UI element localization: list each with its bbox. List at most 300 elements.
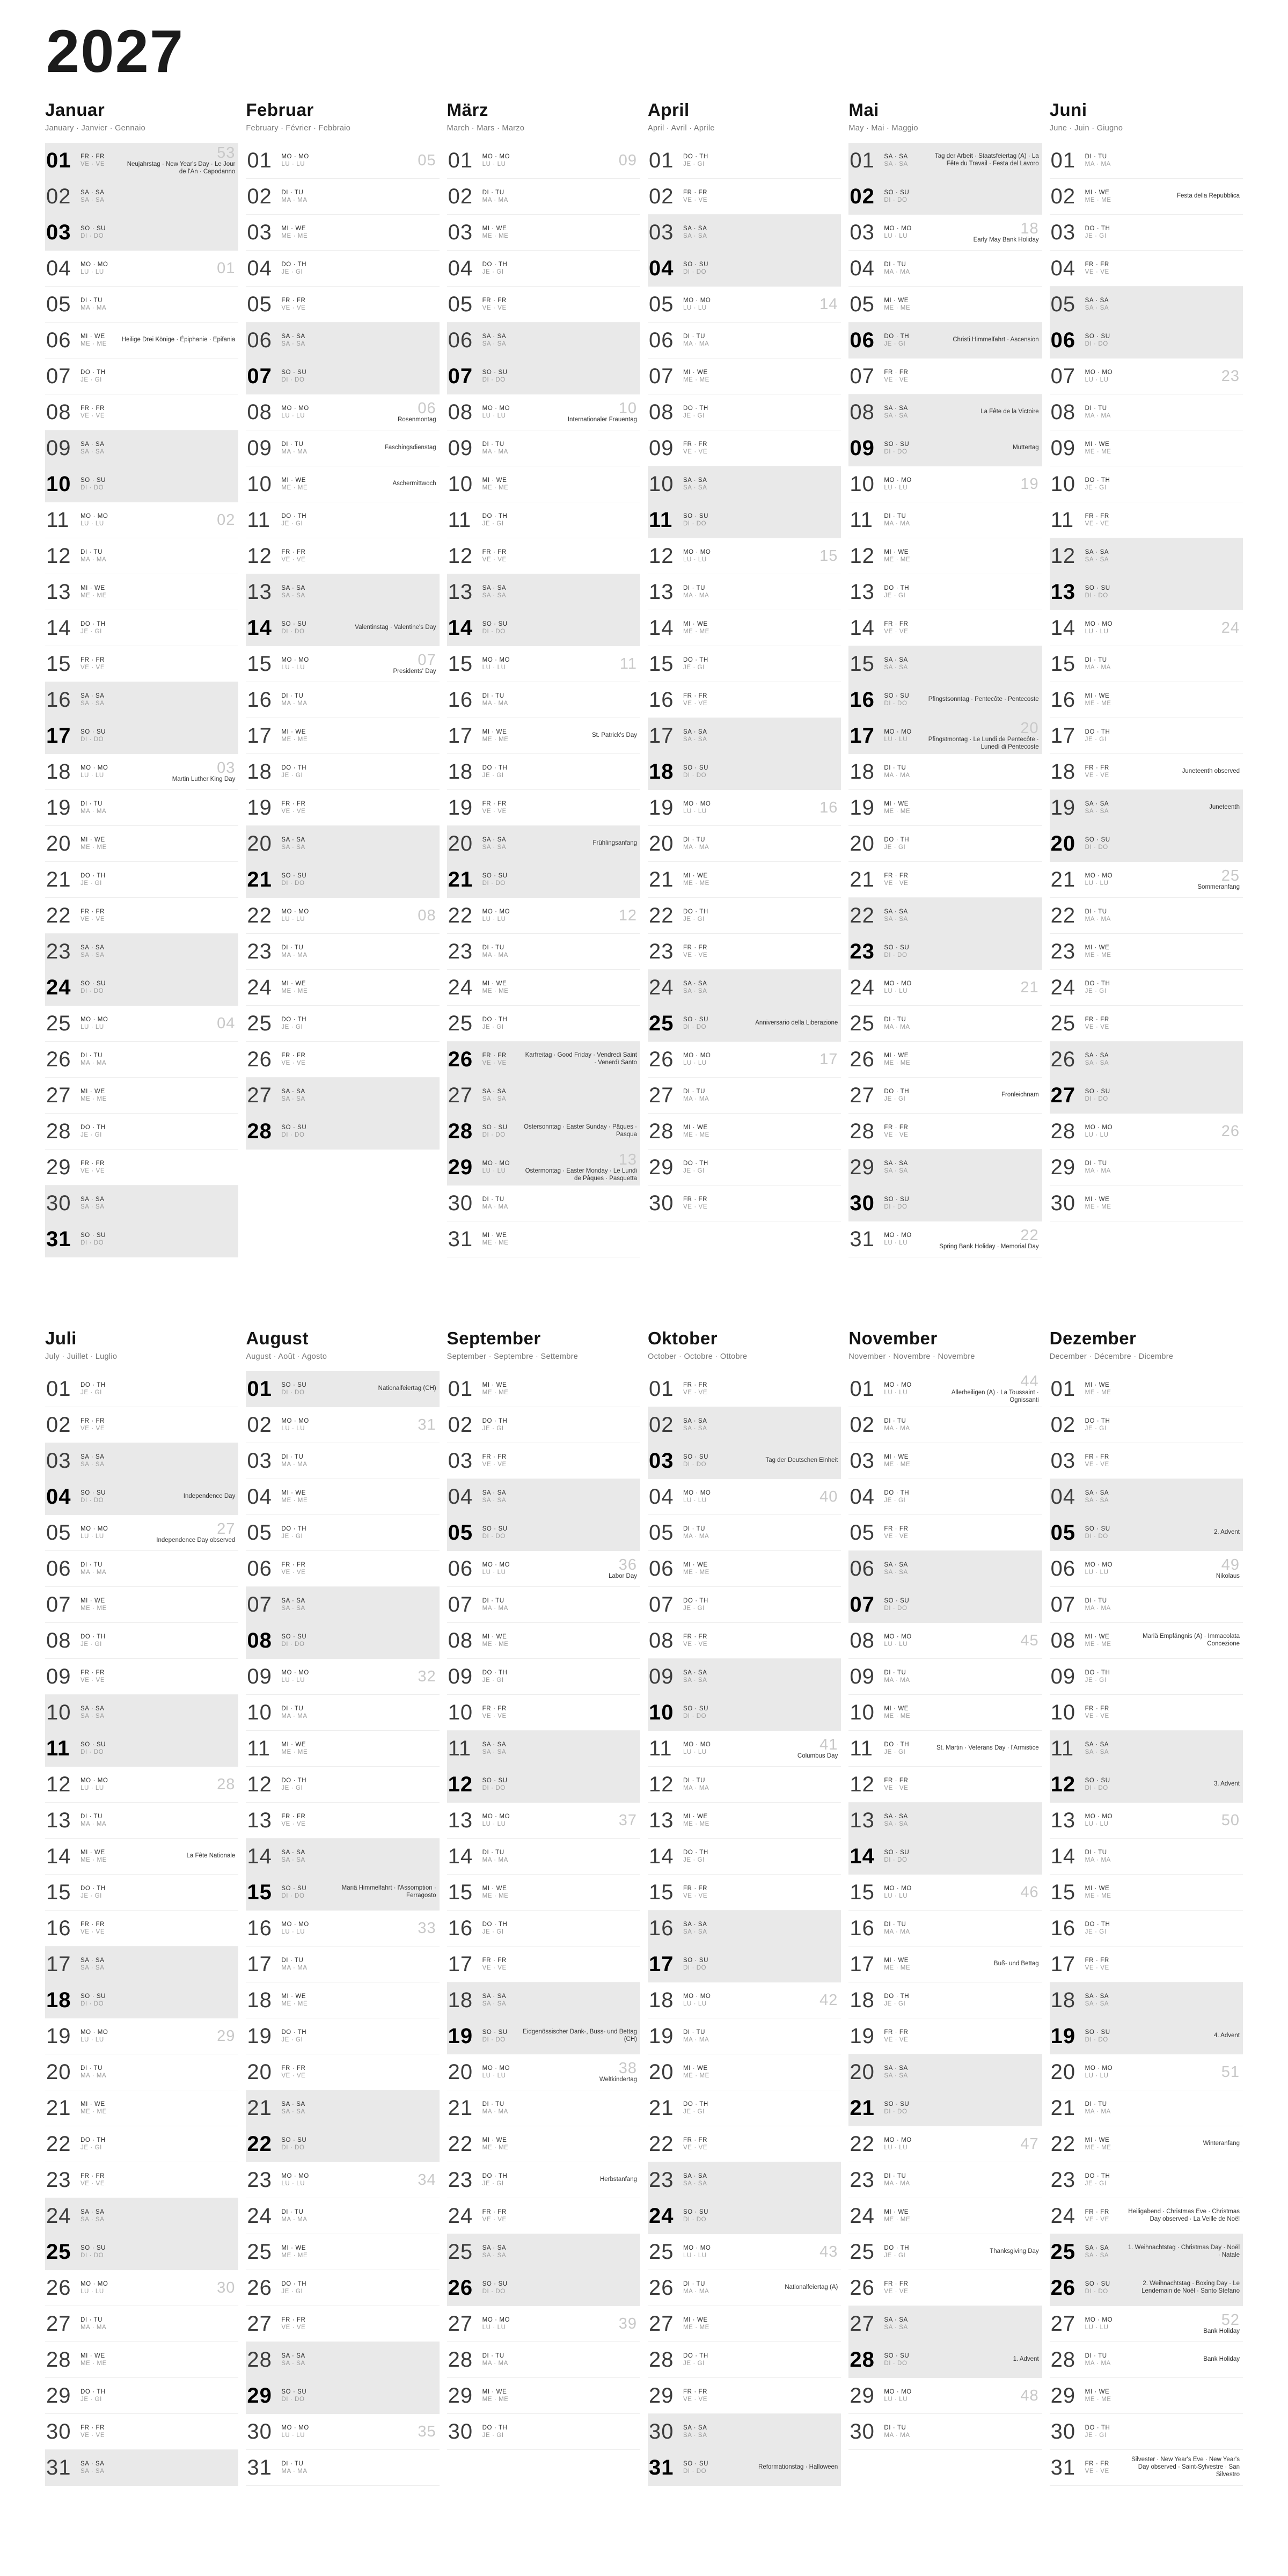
day-code-top: DO · TH bbox=[80, 2388, 106, 2395]
day-number: 01 bbox=[247, 1377, 272, 1401]
day-number: 26 bbox=[850, 1047, 875, 1071]
day-code-bottom: MA · MA bbox=[482, 449, 508, 455]
holiday-note: St. Martin · Veterans Day · l'Armistice bbox=[936, 1745, 1039, 1752]
day-code-top: SO · SU bbox=[80, 225, 106, 232]
day-number: 09 bbox=[850, 1664, 875, 1688]
day-code-bottom: ME · ME bbox=[482, 736, 509, 743]
day-row bbox=[45, 2090, 238, 2126]
day-row bbox=[648, 1911, 841, 1946]
day-row bbox=[447, 1839, 640, 1875]
day-codes bbox=[683, 1453, 708, 1469]
day-code-top: DO · TH bbox=[683, 405, 708, 412]
day-code-bottom: SA · SA bbox=[281, 1605, 305, 1612]
day-code-top: MO · MO bbox=[80, 261, 108, 268]
day-code-top: DI · TU bbox=[1085, 1597, 1107, 1604]
day-annotations bbox=[619, 2316, 637, 2332]
day-code-top: SA · SA bbox=[281, 333, 305, 340]
day-number: 13 bbox=[46, 580, 71, 604]
day-code-bottom: MA · MA bbox=[482, 2360, 508, 2367]
month-header bbox=[648, 98, 841, 143]
day-number: 21 bbox=[247, 867, 272, 891]
day-code-bottom: SA · SA bbox=[683, 233, 707, 239]
month-header bbox=[246, 98, 439, 143]
day-code-bottom: VE · VE bbox=[683, 952, 708, 958]
day-row bbox=[1050, 358, 1243, 394]
day-code-bottom: MA · MA bbox=[80, 1060, 107, 1066]
day-row bbox=[848, 538, 1042, 574]
day-code-bottom: DI · DO bbox=[281, 628, 305, 635]
day-code-bottom: SA · SA bbox=[1085, 2252, 1109, 2259]
day-code-top: DO · TH bbox=[281, 1016, 307, 1023]
day-row bbox=[246, 2090, 439, 2126]
day-row bbox=[447, 1695, 640, 1731]
day-number: 15 bbox=[850, 652, 875, 676]
day-row bbox=[648, 1078, 841, 1114]
month-header bbox=[246, 1326, 439, 1371]
day-codes bbox=[281, 405, 309, 420]
day-number: 27 bbox=[850, 1083, 875, 1107]
day-number: 15 bbox=[1050, 652, 1076, 676]
day-code-bottom: MA · MA bbox=[80, 2073, 107, 2079]
holiday-note: Ostermontag · Easter Monday · Le Lundi de Pâques · Pasquetta bbox=[525, 1167, 637, 1182]
day-row bbox=[848, 1767, 1042, 1803]
day-number: 13 bbox=[46, 1808, 71, 1832]
day-code-top: FR · FR bbox=[683, 944, 708, 951]
day-codes bbox=[683, 2424, 707, 2440]
day-annotations bbox=[765, 1457, 838, 1465]
day-code-top: MO · MO bbox=[482, 405, 510, 412]
holiday-note: 1. Weihnachtstag · Christmas Day · Noël · Natale bbox=[1128, 2244, 1240, 2258]
day-code-top: SO · SU bbox=[884, 2352, 910, 2359]
day-code-bottom: SA · SA bbox=[683, 1929, 707, 1935]
day-code-top: DO · TH bbox=[884, 333, 910, 340]
day-row bbox=[45, 323, 238, 358]
day-row bbox=[45, 2378, 238, 2414]
day-annotations bbox=[522, 1124, 637, 1139]
day-number: 11 bbox=[448, 1736, 472, 1760]
day-codes bbox=[884, 584, 909, 600]
day-code-top: SO · SU bbox=[80, 1489, 106, 1496]
day-codes bbox=[1085, 1813, 1113, 1828]
day-code-top: DI · TU bbox=[683, 836, 706, 843]
day-number: 09 bbox=[46, 1664, 71, 1688]
day-number: 12 bbox=[1050, 1772, 1076, 1796]
day-codes bbox=[281, 369, 306, 384]
day-codes bbox=[884, 872, 908, 888]
day-number: 05 bbox=[247, 292, 272, 316]
day-annotations bbox=[819, 548, 838, 564]
day-number: 05 bbox=[448, 1520, 473, 1545]
day-code-top: SA · SA bbox=[281, 1849, 305, 1856]
day-code-top: DI · TU bbox=[80, 297, 103, 304]
day-codes bbox=[683, 2172, 707, 2188]
day-row bbox=[1050, 1114, 1243, 1150]
day-codes bbox=[884, 1016, 910, 1031]
day-codes bbox=[683, 2101, 708, 2116]
day-row bbox=[246, 1006, 439, 1042]
day-number: 27 bbox=[448, 1083, 473, 1107]
day-code-top: SA · SA bbox=[80, 189, 105, 196]
day-codes bbox=[884, 2280, 908, 2296]
day-codes bbox=[884, 1957, 910, 1972]
day-codes bbox=[683, 800, 711, 816]
day-codes bbox=[683, 513, 708, 528]
day-row bbox=[648, 1515, 841, 1551]
day-codes bbox=[482, 1741, 506, 1757]
day-number: 23 bbox=[649, 2168, 674, 2192]
day-code-bottom: SA · SA bbox=[80, 700, 105, 707]
month-rows bbox=[45, 1371, 238, 2486]
day-number: 17 bbox=[247, 723, 272, 748]
day-codes bbox=[1085, 2208, 1109, 2224]
day-number: 18 bbox=[247, 759, 272, 784]
day-code-bottom: ME · ME bbox=[884, 1060, 911, 1066]
day-row bbox=[848, 898, 1042, 934]
day-code-bottom: JE · GI bbox=[281, 521, 303, 527]
day-row bbox=[1050, 1515, 1243, 1551]
day-code-top: DO · TH bbox=[1085, 477, 1110, 484]
day-codes bbox=[482, 261, 508, 276]
day-codes bbox=[884, 908, 908, 924]
day-codes bbox=[80, 2316, 106, 2332]
day-row bbox=[246, 2162, 439, 2198]
day-code-bottom: SA · SA bbox=[683, 1677, 707, 1684]
day-codes bbox=[683, 1016, 708, 1031]
day-codes bbox=[683, 189, 707, 204]
day-row bbox=[848, 1551, 1042, 1587]
day-number: 28 bbox=[247, 2347, 272, 2372]
day-row bbox=[45, 1946, 238, 1982]
day-number: 26 bbox=[46, 1047, 71, 1071]
day-code-top: DI · TU bbox=[80, 800, 103, 807]
day-code-bottom: MA · MA bbox=[482, 1605, 508, 1612]
day-annotations bbox=[120, 145, 235, 176]
day-number: 28 bbox=[850, 2347, 875, 2372]
day-row bbox=[648, 1185, 841, 1221]
day-row bbox=[648, 1695, 841, 1731]
day-code-top: MO · MO bbox=[683, 2244, 711, 2251]
day-row bbox=[45, 718, 238, 754]
day-code-top: MO · MO bbox=[884, 728, 912, 735]
day-codes bbox=[884, 1813, 908, 1828]
day-code-top: FR · FR bbox=[80, 2424, 105, 2431]
week-number: 51 bbox=[1221, 2063, 1240, 2081]
day-row bbox=[246, 1875, 439, 1911]
day-codes bbox=[80, 1705, 104, 1721]
day-code-top: DO · TH bbox=[683, 908, 708, 915]
day-number: 08 bbox=[247, 1628, 272, 1652]
day-number: 30 bbox=[850, 1191, 875, 1215]
day-codes bbox=[80, 1453, 104, 1469]
day-number: 07 bbox=[247, 364, 272, 388]
day-annotations bbox=[217, 1016, 235, 1031]
day-code-bottom: LU · LU bbox=[281, 1425, 305, 1432]
day-code-bottom: VE · VE bbox=[1085, 772, 1109, 779]
holiday-note: Nationalfeiertag (CH) bbox=[378, 1385, 436, 1392]
day-number: 10 bbox=[649, 1700, 674, 1724]
day-codes bbox=[281, 1088, 305, 1103]
day-row bbox=[246, 179, 439, 215]
day-code-bottom: MA · MA bbox=[683, 2037, 709, 2043]
day-row bbox=[246, 215, 439, 251]
day-code-top: MI · WE bbox=[482, 2388, 507, 2395]
day-number: 25 bbox=[247, 2240, 272, 2264]
holiday-note: Mariä Empfängnis (A) · Immacolata Concezione bbox=[1143, 1633, 1240, 1647]
day-number: 28 bbox=[448, 1119, 473, 1143]
day-annotations bbox=[592, 732, 637, 740]
day-row bbox=[246, 358, 439, 394]
day-code-top: FR · FR bbox=[1085, 2460, 1109, 2467]
day-codes bbox=[683, 2352, 708, 2368]
week-number: 29 bbox=[217, 2027, 236, 2045]
day-code-top: SA · SA bbox=[683, 477, 707, 484]
day-row bbox=[648, 215, 841, 251]
day-number: 19 bbox=[649, 2024, 674, 2048]
day-row bbox=[246, 1587, 439, 1623]
day-codes bbox=[482, 153, 510, 169]
day-row bbox=[1050, 1479, 1243, 1515]
day-code-bottom: VE · VE bbox=[884, 1785, 909, 1791]
week-number: 08 bbox=[418, 906, 436, 924]
day-number: 21 bbox=[448, 2096, 473, 2120]
day-code-top: MO · MO bbox=[80, 1777, 108, 1784]
day-number: 16 bbox=[247, 687, 272, 712]
day-row bbox=[848, 1803, 1042, 1839]
day-code-bottom: VE · VE bbox=[80, 2180, 105, 2187]
day-number: 08 bbox=[448, 400, 473, 424]
day-code-bottom: DI · DO bbox=[1085, 844, 1108, 851]
day-code-top: FR · FR bbox=[884, 2029, 909, 2036]
day-code-bottom: JE · GI bbox=[1085, 736, 1107, 743]
day-row bbox=[447, 970, 640, 1006]
day-codes bbox=[482, 1124, 508, 1139]
day-row bbox=[1050, 1659, 1243, 1695]
day-code-bottom: DI · DO bbox=[884, 700, 908, 707]
day-number: 28 bbox=[46, 1119, 71, 1143]
day-row bbox=[246, 2018, 439, 2054]
day-number: 25 bbox=[46, 2240, 71, 2264]
day-code-top: SO · SU bbox=[1085, 1088, 1110, 1095]
day-code-top: MO · MO bbox=[683, 548, 711, 555]
day-code-bottom: ME · ME bbox=[884, 808, 911, 815]
day-code-bottom: LU · LU bbox=[482, 2324, 506, 2331]
day-row bbox=[848, 1150, 1042, 1185]
day-code-top: DO · TH bbox=[482, 764, 508, 771]
day-number: 12 bbox=[46, 544, 71, 568]
day-code-top: MO · MO bbox=[1085, 369, 1113, 376]
day-code-top: MO · MO bbox=[80, 2280, 108, 2287]
day-row bbox=[1050, 1695, 1243, 1731]
day-code-top: SA · SA bbox=[683, 1417, 707, 1424]
day-annotations bbox=[385, 444, 436, 452]
day-codes bbox=[683, 1124, 709, 1139]
day-number: 13 bbox=[247, 580, 272, 604]
holiday-note: Heiligabend · Christmas Eve · Christmas Day observed · La Veille de Noël bbox=[1128, 2208, 1240, 2222]
day-number: 21 bbox=[649, 867, 674, 891]
day-code-bottom: LU · LU bbox=[482, 1168, 506, 1174]
day-row bbox=[648, 2306, 841, 2342]
day-number: 29 bbox=[46, 2383, 71, 2407]
day-number: 22 bbox=[649, 2132, 674, 2156]
day-row bbox=[848, 754, 1042, 790]
week-number: 39 bbox=[618, 2315, 637, 2332]
day-row bbox=[848, 466, 1042, 502]
day-number: 14 bbox=[247, 1844, 272, 1868]
day-number: 12 bbox=[850, 544, 875, 568]
day-code-top: MI · WE bbox=[281, 1993, 306, 2000]
month-name: Juli bbox=[45, 1328, 77, 1348]
day-code-bottom: VE · VE bbox=[80, 1929, 105, 1935]
day-codes bbox=[884, 1705, 910, 1721]
holiday-note: St. Patrick's Day bbox=[592, 732, 637, 739]
day-code-bottom: MA · MA bbox=[884, 772, 910, 779]
day-number: 10 bbox=[850, 1700, 875, 1724]
day-codes bbox=[1085, 1417, 1110, 1433]
day-code-top: MI · WE bbox=[281, 1489, 306, 1496]
day-number: 21 bbox=[1050, 2096, 1076, 2120]
day-number: 27 bbox=[1050, 2311, 1076, 2336]
day-number: 02 bbox=[850, 1413, 875, 1437]
day-code-bottom: MA · MA bbox=[1085, 2109, 1111, 2115]
month-name: September bbox=[447, 1328, 541, 1348]
day-number: 02 bbox=[649, 184, 674, 208]
day-code-top: FR · FR bbox=[281, 2316, 306, 2323]
day-code-top: MO · MO bbox=[1085, 2316, 1113, 2323]
day-row bbox=[1050, 1150, 1243, 1185]
day-code-bottom: VE · VE bbox=[281, 808, 306, 815]
day-code-bottom: MA · MA bbox=[482, 1204, 508, 1210]
day-codes bbox=[482, 1196, 508, 1211]
day-row bbox=[648, 970, 841, 1006]
day-code-top: MO · MO bbox=[281, 153, 309, 160]
day-code-top: MO · MO bbox=[683, 297, 711, 304]
day-code-bottom: LU · LU bbox=[1085, 2324, 1109, 2331]
day-codes bbox=[80, 1813, 106, 1828]
day-row bbox=[1050, 718, 1243, 754]
day-code-top: SO · SU bbox=[281, 2136, 307, 2143]
day-row bbox=[246, 2198, 439, 2234]
day-codes bbox=[80, 297, 106, 312]
day-code-bottom: JE · GI bbox=[884, 1497, 906, 1504]
day-row bbox=[45, 1803, 238, 1839]
day-annotations bbox=[924, 153, 1039, 168]
month-rows bbox=[246, 1371, 439, 2486]
day-code-bottom: SA · SA bbox=[884, 161, 908, 167]
day-number: 11 bbox=[247, 508, 270, 532]
day-row bbox=[246, 2450, 439, 2486]
day-code-bottom: MA · MA bbox=[683, 844, 709, 851]
day-codes bbox=[281, 1525, 306, 1541]
day-code-top: SO · SU bbox=[884, 944, 910, 951]
day-code-bottom: JE · GI bbox=[80, 1132, 102, 1138]
day-number: 16 bbox=[649, 1916, 674, 1940]
day-code-bottom: LU · LU bbox=[884, 485, 908, 491]
day-codes bbox=[884, 2065, 908, 2080]
day-code-bottom: LU · LU bbox=[482, 664, 506, 671]
day-number: 20 bbox=[649, 2060, 674, 2084]
day-code-bottom: ME · ME bbox=[683, 2073, 709, 2079]
day-codes bbox=[1085, 980, 1110, 996]
day-code-bottom: SA · SA bbox=[80, 2216, 105, 2223]
day-code-top: FR · FR bbox=[482, 800, 507, 807]
day-row bbox=[447, 538, 640, 574]
day-codes bbox=[482, 1052, 507, 1067]
day-number: 07 bbox=[649, 1592, 674, 1616]
day-code-top: MI · WE bbox=[482, 1381, 507, 1388]
day-annotations bbox=[819, 297, 838, 312]
day-row bbox=[246, 970, 439, 1006]
day-annotations bbox=[1221, 1124, 1240, 1139]
day-codes bbox=[683, 548, 711, 564]
day-row bbox=[45, 1731, 238, 1767]
day-row bbox=[45, 538, 238, 574]
day-number: 04 bbox=[247, 256, 272, 280]
day-row bbox=[447, 1587, 640, 1623]
holiday-note: Columbus Day bbox=[797, 1752, 838, 1759]
day-number: 25 bbox=[46, 1011, 71, 1035]
month-header bbox=[848, 1326, 1042, 1371]
day-codes bbox=[281, 333, 305, 348]
holiday-note: Christi Himmelfahrt · Ascension bbox=[953, 336, 1039, 343]
day-code-bottom: DI · DO bbox=[884, 952, 908, 958]
day-code-bottom: LU · LU bbox=[1085, 1132, 1109, 1138]
day-code-bottom: SA · SA bbox=[884, 2073, 908, 2079]
day-code-bottom: JE · GI bbox=[281, 2037, 303, 2043]
day-codes bbox=[1085, 369, 1113, 384]
day-codes bbox=[80, 2029, 108, 2044]
day-annotations bbox=[1020, 477, 1038, 492]
day-codes bbox=[884, 764, 910, 780]
week-number: 10 bbox=[618, 399, 637, 417]
day-row bbox=[45, 358, 238, 394]
day-number: 01 bbox=[649, 1377, 674, 1401]
day-number: 28 bbox=[247, 1119, 272, 1143]
month-rows bbox=[447, 1371, 640, 2450]
day-number: 02 bbox=[649, 1413, 674, 1437]
day-codes bbox=[1085, 2136, 1111, 2152]
day-codes bbox=[683, 261, 708, 276]
day-code-top: FR · FR bbox=[482, 2208, 507, 2215]
holiday-note: 1. Advent bbox=[1013, 2356, 1039, 2363]
day-codes bbox=[482, 1921, 508, 1936]
day-number: 21 bbox=[850, 867, 875, 891]
month-august bbox=[246, 1326, 439, 2486]
day-codes bbox=[1085, 1741, 1109, 1757]
day-code-top: FR · FR bbox=[884, 1124, 909, 1131]
day-codes bbox=[683, 2316, 709, 2332]
month-januar bbox=[45, 98, 238, 1257]
day-codes bbox=[281, 1417, 309, 1433]
day-code-top: MI · WE bbox=[1085, 1633, 1110, 1640]
day-code-top: DI · TU bbox=[80, 1052, 103, 1059]
day-code-bottom: MA · MA bbox=[281, 2216, 308, 2223]
day-code-top: FR · FR bbox=[482, 1705, 507, 1712]
day-code-top: DO · TH bbox=[884, 836, 910, 843]
day-code-bottom: SA · SA bbox=[683, 736, 707, 743]
day-number: 02 bbox=[46, 184, 71, 208]
day-codes bbox=[281, 1921, 309, 1936]
day-number: 18 bbox=[649, 759, 674, 784]
day-code-top: DO · TH bbox=[1085, 728, 1110, 735]
day-row bbox=[246, 1767, 439, 1803]
day-number: 23 bbox=[46, 2168, 71, 2192]
day-codes bbox=[281, 2316, 305, 2332]
day-code-bottom: DI · DO bbox=[80, 2001, 104, 2007]
day-number: 26 bbox=[247, 2275, 272, 2300]
day-code-top: DO · TH bbox=[80, 1124, 106, 1131]
day-number: 16 bbox=[1050, 1916, 1076, 1940]
day-codes bbox=[1085, 1196, 1111, 1211]
